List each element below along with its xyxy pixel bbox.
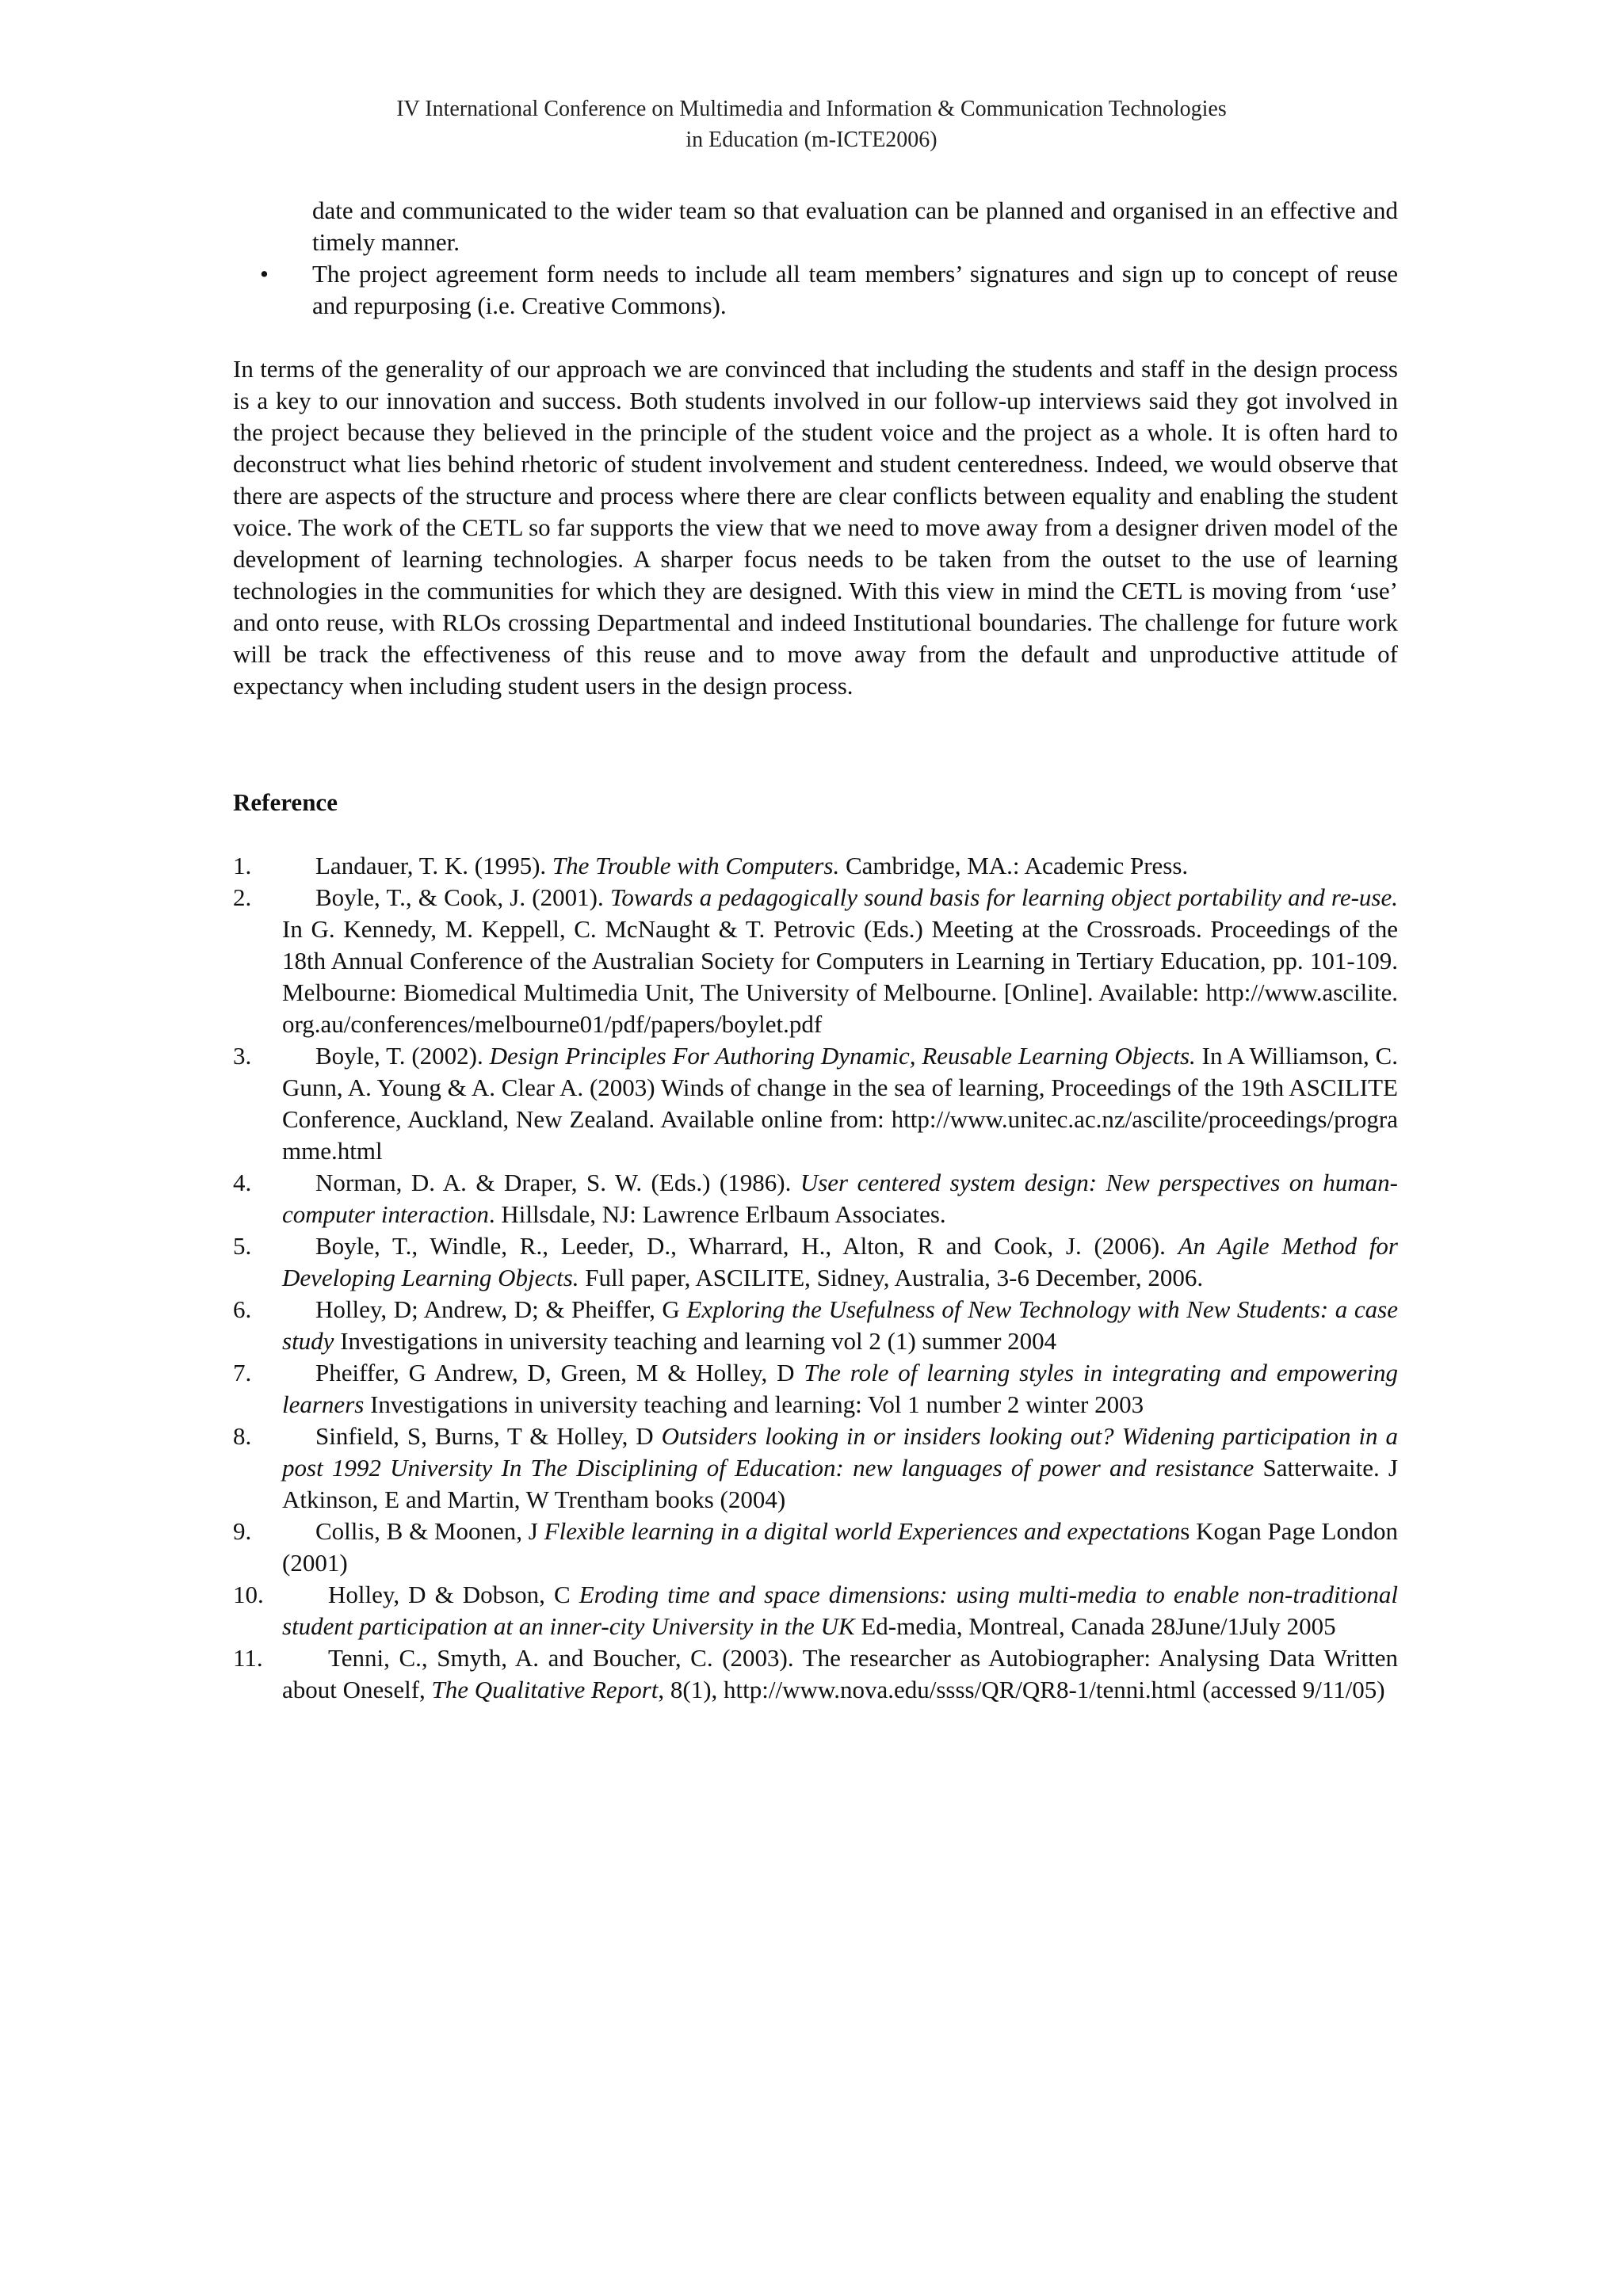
reference-number: 5. xyxy=(233,1232,252,1260)
reference-title: The role of learning styles in integrating and empowering learners xyxy=(282,1359,1398,1418)
reference-number: 10. xyxy=(233,1581,264,1608)
reference-title: User centered system design: New perspectives on human-computer interaction xyxy=(282,1169,1398,1228)
reference-item xyxy=(233,1167,1398,1230)
reference-authors: Landauer, T. K. (1995). xyxy=(315,852,552,879)
reference-item xyxy=(233,1230,1398,1294)
reference-list xyxy=(233,850,1398,1706)
reference-authors: Holley, D & Dobson, C xyxy=(328,1581,579,1608)
reference-title: Exploring the Usefulness of New Technology with New Students: a case study xyxy=(282,1295,1398,1355)
reference-item xyxy=(233,1040,1398,1167)
reference-number: 6. xyxy=(233,1295,252,1323)
header-line-1: IV International Conference on Multimedia and Information & Communication Technologies xyxy=(396,97,1227,121)
bullet-point-icon: • xyxy=(260,260,269,288)
bullet-item xyxy=(260,258,1398,322)
reference-number: 1. xyxy=(233,852,252,879)
reference-source: In A Williamson, C. Gunn, A. Young & A. Clear A. (2003) Winds of change in the sea of learning, Proceedings of the 19th ASCILITE Conference, Auckland, New Zealand. Available online from: xyxy=(282,1042,1398,1133)
reference-source: Investigations in university teaching and learning vol 2 (1) summer 2004 xyxy=(334,1327,1057,1355)
reference-authors: Sinfield, S, Burns, T & Holley, D xyxy=(315,1422,662,1450)
reference-title: An Agile Method for Developing Learning Objects. xyxy=(282,1232,1399,1291)
reference-number: 11. xyxy=(233,1644,263,1672)
references-heading: Reference xyxy=(233,788,338,816)
reference-number: 7. xyxy=(233,1359,252,1386)
reference-title: Outsiders looking in or insiders looking out? Widening participation in a post 1992 University In The Disciplining of Education: new languages of power and resistance xyxy=(282,1422,1398,1482)
reference-item xyxy=(233,1642,1398,1706)
reference-source: Ed-media, Montreal, Canada 28June/1July 2005 xyxy=(854,1612,1336,1640)
reference-number: 2. xyxy=(233,883,252,911)
reference-source: Satterwaite. J Atkinson, E and Martin, W Trentham books (2004) xyxy=(282,1454,1398,1513)
reference-title: The Trouble with Computers. xyxy=(552,852,840,879)
reference-url[interactable]: http://www.unitec.ac.nz/ascilite/proceedings/programme.html xyxy=(282,1105,1398,1165)
bullet-continuation-text: date and communicated to the wider team so that evaluation can be planned and organised in an effective and timely manner. xyxy=(312,196,1398,256)
reference-authors: Boyle, T., & Cook, J. (2001). xyxy=(315,883,610,911)
bullet-item-text: The project agreement form needs to include all team members’ signatures and sign up to concept of reuse and repurposing (i.e. Creative Commons). xyxy=(312,260,1398,319)
reference-source: Cambridge, MA.: Academic Press. xyxy=(839,852,1189,879)
reference-source: Full paper, ASCILITE, Sidney, Australia, 3-6 December, 2006. xyxy=(579,1264,1204,1291)
reference-item xyxy=(233,1357,1398,1421)
reference-authors: Boyle, T., Windle, R., Leeder, D., Wharrard, H., Alton, R and Cook, J. (2006). xyxy=(315,1232,1178,1260)
reference-source: s Kogan Page London (2001) xyxy=(282,1517,1398,1577)
reference-authors: Norman, D. A. & Draper, S. W. (Eds.) (1986). xyxy=(315,1169,800,1196)
reference-number: 8. xyxy=(233,1422,252,1450)
reference-source: . Hillsdale, NJ: Lawrence Erlbaum Associates. xyxy=(488,1200,946,1228)
reference-authors: Pheiffer, G Andrew, D, Green, M & Holley, D xyxy=(315,1359,804,1386)
reference-number: 3. xyxy=(233,1042,252,1070)
reference-authors: Tenni, C., Smyth, A. and Boucher, C. (2003). The researcher as Autobiographer: Analysing Data Written about Oneself, xyxy=(282,1644,1398,1703)
reference-title: Towards a pedagogically sound basis for learning object portability and re-use. xyxy=(609,883,1399,911)
reference-item xyxy=(233,1294,1398,1357)
reference-title: Flexible learning in a digital world Experiences and expectation xyxy=(544,1517,1181,1545)
reference-authors: Holley, D; Andrew, D; & Pheiffer, G xyxy=(315,1295,687,1323)
reference-authors: Collis, B & Moonen, J xyxy=(315,1517,544,1545)
reference-source: , 8(1), http://www.nova.edu/ssss/QR/QR8-1/tenni.html (accessed 9/11/05) xyxy=(658,1676,1385,1703)
reference-item xyxy=(233,1516,1398,1579)
reference-title: Design Principles For Authoring Dynamic, Reusable Learning Objects. xyxy=(489,1042,1196,1070)
reference-authors: Boyle, T. (2002). xyxy=(315,1042,490,1070)
reference-source: In G. Kennedy, M. Keppell, C. McNaught & T. Petrovic (Eds.) Meeting at the Crossroads. Proceedings of the 18th Annual Conference of the Australian Society for Computers in Learning in Tertiary Education, pp. 101-109. Melbourne: Biomedical Multimedia Unit, The University of Melbourne. [Online]. Available: xyxy=(282,915,1398,1006)
reference-number: 4. xyxy=(233,1169,252,1196)
header-line-2: in Education (m-ICTE2006) xyxy=(685,128,938,152)
reference-number: 9. xyxy=(233,1517,252,1545)
reference-title: Eroding time and space dimensions: using multi-media to enable non-traditional student participation at an inner-city University in the UK xyxy=(282,1581,1398,1640)
running-header xyxy=(0,93,1623,155)
body-paragraph: In terms of the generality of our approach we are convinced that including the students and staff in the design process is a key to our innovation and success. Both students involved in our follow-up interviews said they got involved in the project because they believed in the principle of the student voice and the project as a whole. It is often hard to deconstruct what lies behind rhetoric of student involvement and student centeredness. Indeed, we would observe that there are aspects of the structure and process where there are clear conflicts between equality and enabling the student voice. The work of the CETL so far supports the view that we need to move away from a designer driven model of the development of learning technologies. A sharper focus needs to be taken from the outset to the use of learning technologies in the communities for which they are designed. With this view in mind the CETL is moving from ‘use’ and onto reuse, with RLOs crossing Departmental and indeed Institutional boundaries. The challenge for future work will be track the effectiveness of this reuse and to move away from the default and unproductive attitude of expectancy when including student users in the design process. xyxy=(233,355,1398,700)
reference-source: Investigations in university teaching and learning: Vol 1 number 2 winter 2003 xyxy=(364,1390,1144,1418)
reference-item xyxy=(233,1421,1398,1516)
reference-item xyxy=(233,1579,1398,1642)
reference-item xyxy=(233,882,1398,1040)
reference-url[interactable]: http://www.ascilite.org.au/conferences/melbourne01/pdf/papers/boylet.pdf xyxy=(282,978,1398,1038)
reference-item xyxy=(233,850,1398,882)
reference-title: The Qualitative Report xyxy=(431,1676,659,1703)
